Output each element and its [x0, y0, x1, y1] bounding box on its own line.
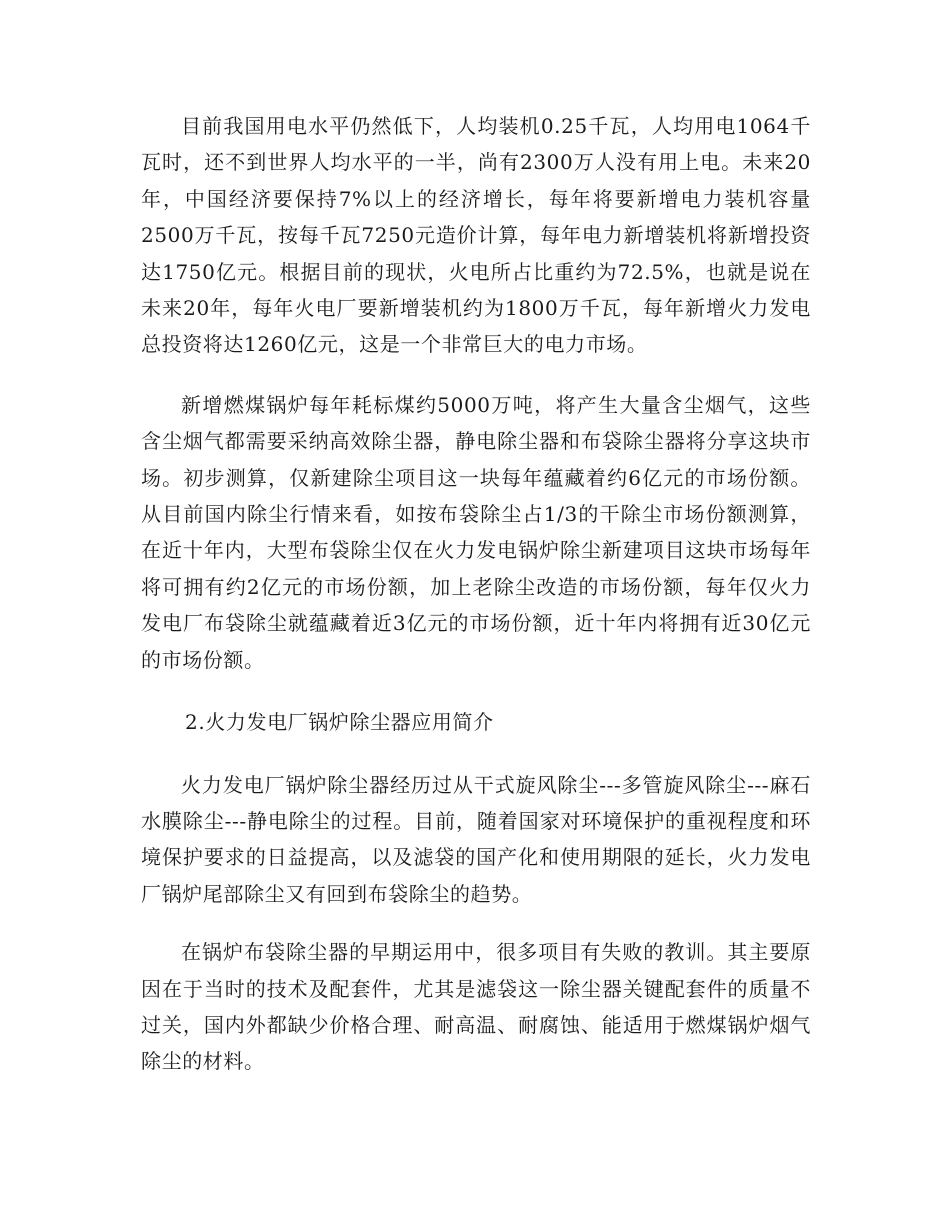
paragraph-power-market: 目前我国用电水平仍然低下，人均装机0.25千瓦，人均用电1064千瓦时，还不到世界人均水平的一半，尚有2300万人没有用上电。未来20年，中国经济要保持7%以上的经济增长，每年将要新增电力装机容量2500万千瓦，按每千瓦7250元造价计算，每年电力新增装机将新增投资达1750亿元。根据目前的现状，火电所占比重约为72.5%，也就是说在未来20年，每年火电厂要新增装机约为1800万千瓦，每年新增火力发电总投资将达1260亿元，这是一个非常巨大的电力市场。 — [141, 114, 811, 357]
paragraph-early-application: 在锅炉布袋除尘器的早期运用中，很多项目有失败的教训。其主要原因在于当时的技术及配套件，尤其是滤袋这一除尘器关键配套件的质量不过关，国内外都缺少价格合理、耐高温、耐腐蚀、能适用于燃煤锅炉烟气除尘的材料。 — [141, 940, 811, 1074]
document-body — [141, 108, 811, 1080]
section-heading: 2.火力发电厂锅炉除尘器应用简介 — [185, 710, 494, 735]
paragraph-dust-removal-market: 新增燃煤锅炉每年耗标煤约5000万吨，将产生大量含尘烟气，这些含尘烟气都需要采纳高效除尘器，静电除尘器和布袋除尘器将分享这块市场。初步测算，仅新建除尘项目这一块每年蕴藏着约6亿元的市场份额。从目前国内除尘行情来看，如按布袋除尘占1/3的干除尘市场份额测算，在近十年内，大型布袋除尘仅在火力发电锅炉除尘新建项目这块市场每年将可拥有约2亿元的市场份额，加上老除尘改造的市场份额，每年仅火力发电厂布袋除尘就蕴藏着近3亿元的市场份额，近十年内将拥有近30亿元的市场份额。 — [141, 392, 811, 672]
paragraph-dust-collector-history: 火力发电厂锅炉除尘器经历过从干式旋风除尘---多管旋风除尘---麻石水膜除尘---静电除尘的过程。目前，随着国家对环境保护的重视程度和环境保护要求的日益提高，以及滤袋的国产化和使用期限的延长，火力发电厂锅炉尾部除尘又有回到布袋除尘的趋势。 — [141, 772, 811, 906]
